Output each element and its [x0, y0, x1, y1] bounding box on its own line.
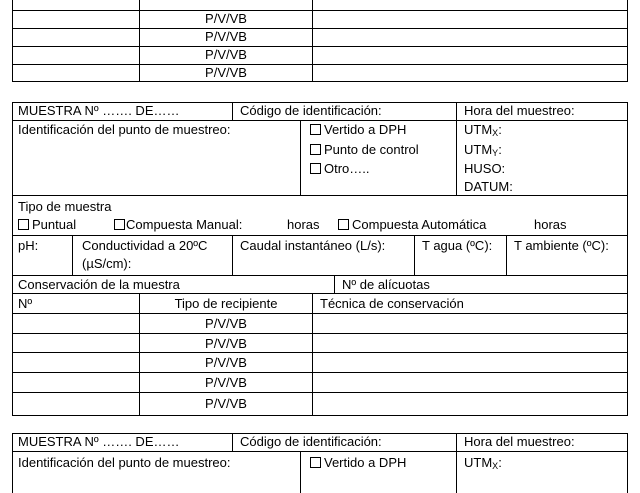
- ph-label: pH:: [18, 238, 39, 253]
- ambient-temp-label: T ambiente (ºC):: [514, 238, 609, 253]
- conductivity-label: Conductividad a 20ºC: [82, 238, 208, 253]
- checkbox-icon[interactable]: [310, 163, 321, 174]
- container-type-cell: P/V/VB: [205, 65, 247, 80]
- water-temp-label: T agua (ºC):: [422, 238, 493, 253]
- sampling-time-label: Hora del muestreo:: [464, 103, 575, 118]
- column-container-header: Tipo de recipiente: [174, 296, 278, 311]
- checkbox-icon[interactable]: [18, 219, 29, 230]
- sample-number-label: MUESTRA Nº ……. DE……: [18, 434, 180, 449]
- option-punto-control[interactable]: Punto de control: [310, 142, 419, 158]
- option-otro[interactable]: Otro…..: [310, 161, 370, 177]
- aliquots-label: Nº de alícuotas: [342, 277, 430, 292]
- checkbox-icon[interactable]: [310, 144, 321, 155]
- option-vertido[interactable]: Vertido a DPH: [310, 122, 406, 138]
- sample-form: [12, 102, 628, 416]
- huso-label: HUSO:: [464, 161, 506, 176]
- option-compuesta-manual[interactable]: Compuesta Manual:: [114, 217, 242, 233]
- checkbox-icon[interactable]: [310, 124, 321, 135]
- sample-form-2: [12, 433, 628, 493]
- conductivity-unit-label: (µS/cm):: [82, 256, 132, 271]
- container-type-cell: P/V/VB: [205, 47, 247, 62]
- checkbox-icon[interactable]: [338, 219, 349, 230]
- sampling-point-label: Identificación del punto de muestreo:: [18, 455, 231, 470]
- sample-containers-table-top: [12, 0, 628, 82]
- container-type-cell: P/V/VB: [205, 336, 247, 351]
- container-type-cell: P/V/VB: [205, 29, 247, 44]
- datum-label: DATUM:: [464, 179, 513, 194]
- checkbox-icon[interactable]: [310, 457, 321, 468]
- option-compuesta-automatica[interactable]: Compuesta Automática: [338, 217, 486, 233]
- column-number-header: Nº: [18, 296, 33, 311]
- flow-label: Caudal instantáneo (L/s):: [240, 238, 386, 253]
- option-puntual[interactable]: Puntual: [18, 217, 76, 233]
- sample-number-label: MUESTRA Nº ……. DE……: [18, 103, 180, 118]
- identification-code-label: Código de identificación:: [240, 434, 382, 449]
- utm-y-label: $UTM_Y$:: [464, 142, 502, 158]
- container-type-cell: P/V/VB: [205, 396, 247, 411]
- sampling-time-label: Hora del muestreo:: [464, 434, 575, 449]
- sample-type-label: Tipo de muestra: [18, 199, 112, 214]
- option-vertido[interactable]: Vertido a DPH: [310, 455, 406, 471]
- hours-manual-label: horas: [287, 217, 320, 232]
- sampling-point-label: Identificación del punto de muestreo:: [18, 122, 231, 137]
- container-type-cell: P/V/VB: [205, 355, 247, 370]
- column-technique-header: Técnica de conservación: [320, 296, 464, 311]
- container-type-cell: P/V/VB: [205, 375, 247, 390]
- conservation-label: Conservación de la muestra: [18, 277, 180, 292]
- container-type-cell: P/V/VB: [205, 11, 247, 26]
- container-type-cell: P/V/VB: [205, 316, 247, 331]
- checkbox-icon[interactable]: [114, 219, 125, 230]
- hours-auto-label: horas: [534, 217, 567, 232]
- utm-x-label: $UTM_X$:: [464, 122, 502, 138]
- identification-code-label: Código de identificación:: [240, 103, 382, 118]
- utm-x-label: $UTM_X$:: [464, 455, 502, 471]
